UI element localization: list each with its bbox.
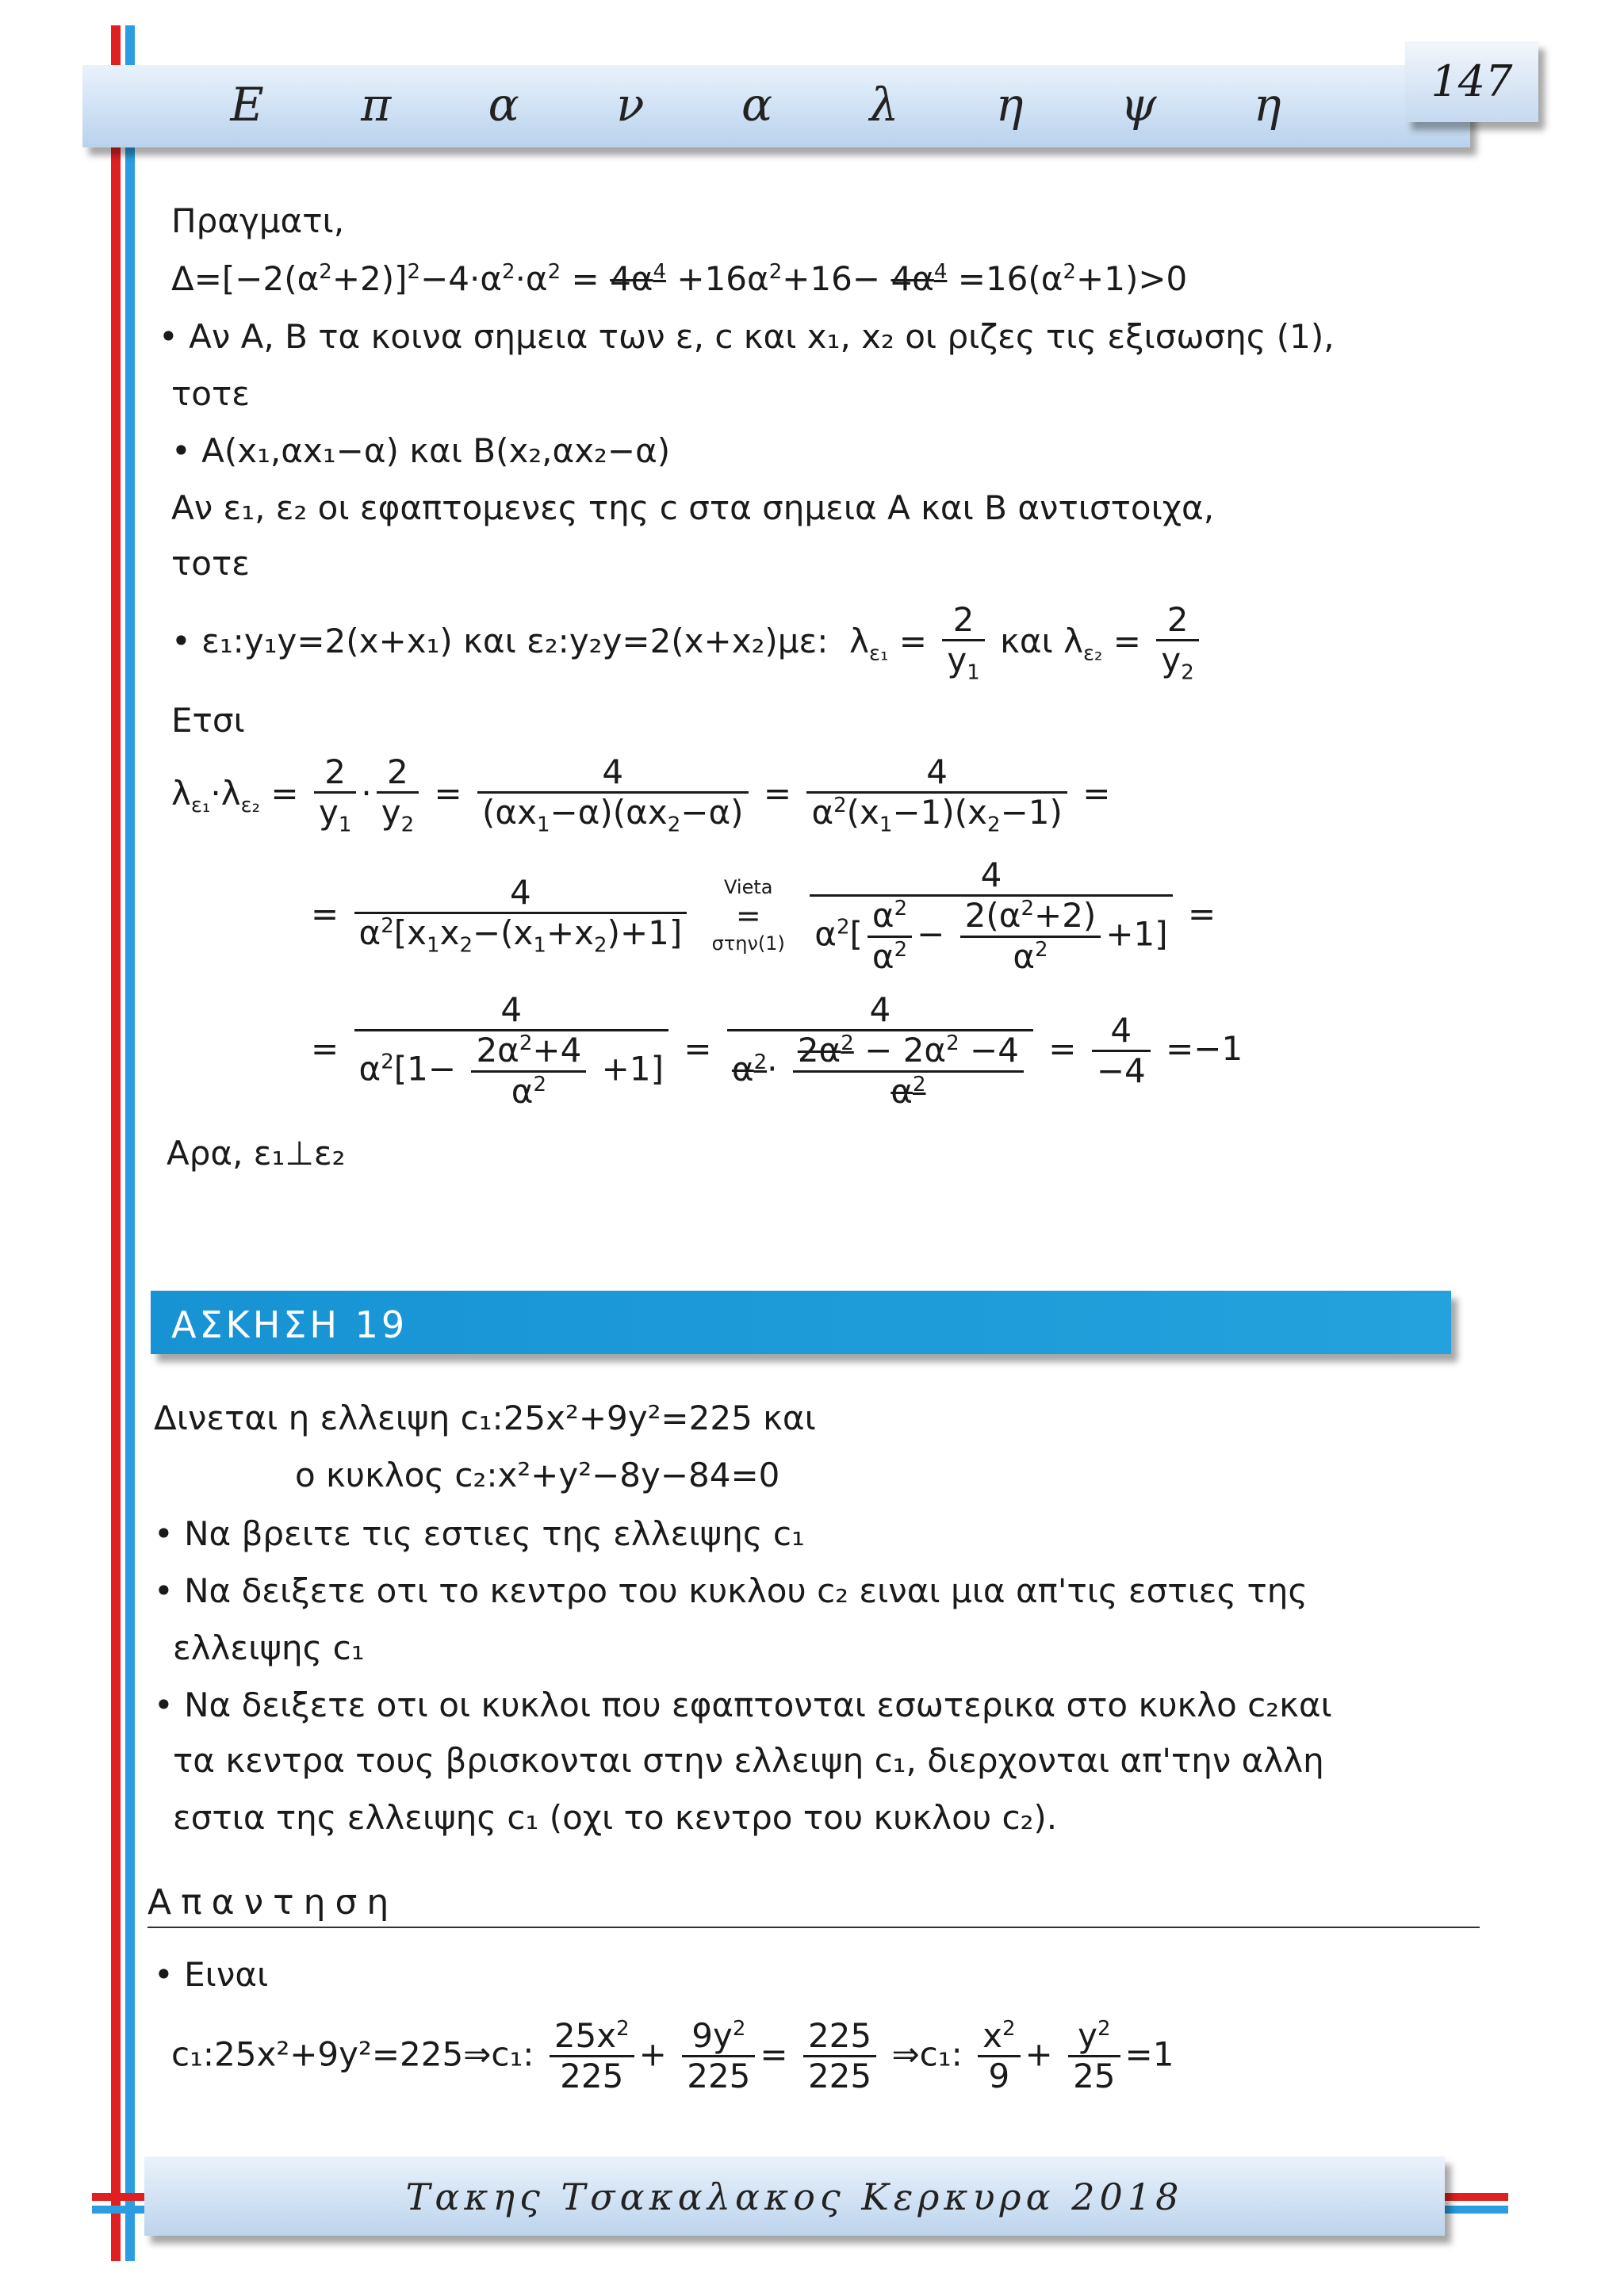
footer-author: Τακης Τσακαλακος Κερκυρα 2018: [405, 2175, 1184, 2218]
left-red-line: [111, 25, 121, 2261]
vieta-note: Vieta = στην(1): [711, 876, 785, 955]
bottom-right-red-line: [1445, 2193, 1508, 2201]
slope-e1-fraction: $\frac{2}{y_1}$: [942, 601, 984, 686]
given-ellipse: Δινεται η ελλειψη c₁:25x²+9y²=225 και: [154, 1399, 816, 1437]
product-line-2: = $\frac{4}{\alpha^2[x_1x_2-(x_1+x_2)+1]}$ Vieta = στην(1) 4 $\alpha^2$[ $\frac{\alpha^2}{\alpha^2}$ − $\frac{2(\alpha^2+2)}{\alpha^2}$ +1] =: [311, 855, 1216, 976]
text-conclusion: Αρα, ε₁⊥ε₂: [167, 1134, 346, 1173]
question-2b: ελλειψης c₁: [173, 1628, 365, 1667]
answer-heading: Απαντηση: [147, 1882, 399, 1923]
question-1: • Να βρειτε τις εστιες της ελλειψης c₁: [154, 1514, 805, 1553]
left-blue-line: [125, 25, 135, 2261]
question-3b: τα κεντρα τους βρισκονται στην ελλειψη c₁, διερχονται απ'την αλλη: [173, 1741, 1324, 1780]
tangent-eq-text: • ε₁:y₁y=2(x+x₁) και ε₂:y₂y=2(x+x₂)με:: [171, 621, 829, 660]
header-bar: [82, 65, 1470, 147]
text-einai: • Ειναι: [154, 1955, 269, 1994]
slope-e2-fraction: $\frac{2}{y_2}$: [1156, 601, 1198, 686]
answer-divider: [147, 1927, 1480, 1928]
text-pragmati: Πραγματι,: [171, 201, 345, 240]
lambda-1: $\lambda_{\varepsilon_1}$ =: [838, 621, 927, 666]
product-line-3: = 4 $\alpha^2[1-$ $\frac{2\alpha^2+4}{\alpha^2}$ +1] = 4 $\alpha^2\cdot$ $\frac{2\alpha^2 - 2\alpha^2 -4}{\alpha^2}$ = $\frac{4}{-4}$ =−1: [311, 990, 1243, 1111]
question-3a: • Να δειξετε οτι οι κυκλοι που εφαπτονται εσωτερικα στο κυκλο c₂και: [154, 1686, 1332, 1724]
chapter-title: Ε π α ν α λ η ψ η: [230, 78, 1323, 132]
bottom-right-blue-line: [1445, 2206, 1508, 2214]
page-number: 147: [1405, 41, 1538, 122]
discriminant-line: $\Delta=[-2(\alpha^2+2)]^2-4\cdot\alpha^2\cdot\alpha^2 = 4\alpha^4 +16\alpha^2+16- 4\alpha^4 =16(\alpha^2+1)>0$: [171, 259, 1188, 298]
given-circle: ο κυκλος c₂:x²+y²−8y−84=0: [295, 1456, 780, 1494]
exercise-title: ΑΣΚΗΣΗ 19: [171, 1303, 408, 1346]
text-tangents: Αν ε₁, ε₂ οι εφαπτομενες της c στα σημεια Α και Β αντιστοιχα,: [171, 488, 1215, 527]
question-3c: εστια της ελλειψης c₁ (οχι το κεντρο του κυκλου c₂).: [173, 1798, 1058, 1837]
tangent-equations: [171, 601, 1204, 686]
text-tote-2: τοτε: [171, 544, 250, 583]
text-points-ab: • Α(x₁,αx₁−α) και Β(x₂,αx₂−α): [171, 431, 671, 470]
text-common-points: • Αν Α, Β τα κοινα σημεια των ε, c και x₁, x₂ οι ριζες τις εξισωσης (1),: [159, 317, 1335, 356]
exercise-header-bar: [151, 1291, 1451, 1354]
ellipse-standard-form: c₁:25x²+9y²=225⇒c₁: $\frac{25x^2}{225}$ + $\frac{9y^2}{225}$ = $\frac{225}{225}$ ⇒c₁: $\frac{x^2}{9}$ + $\frac{y^2}{25}$ =1: [171, 2016, 1174, 2096]
text-etsi: Ετσι: [171, 701, 245, 740]
lambda-2: και $\lambda_{\varepsilon_2}$ =: [1000, 621, 1141, 666]
text-tote-1: τοτε: [171, 374, 250, 413]
question-2a: • Να δειξετε οτι το κεντρο του κυκλου c₂ ειναι μια απ'τις εστιες της: [154, 1571, 1308, 1610]
product-line-1: $\lambda_{\varepsilon_1}\cdot\lambda_{\varepsilon_2}$ = $\frac{2}{y_1}$ · $\frac{2}{y_2}$ = $\frac{4}{(\alpha x_1-\alpha)(\alpha x_2-\alpha)}$ = $\frac{4}{\alpha^2(x_1-1)(x_2-1)}$ =: [171, 752, 1111, 837]
footer-bar: [144, 2156, 1445, 2236]
